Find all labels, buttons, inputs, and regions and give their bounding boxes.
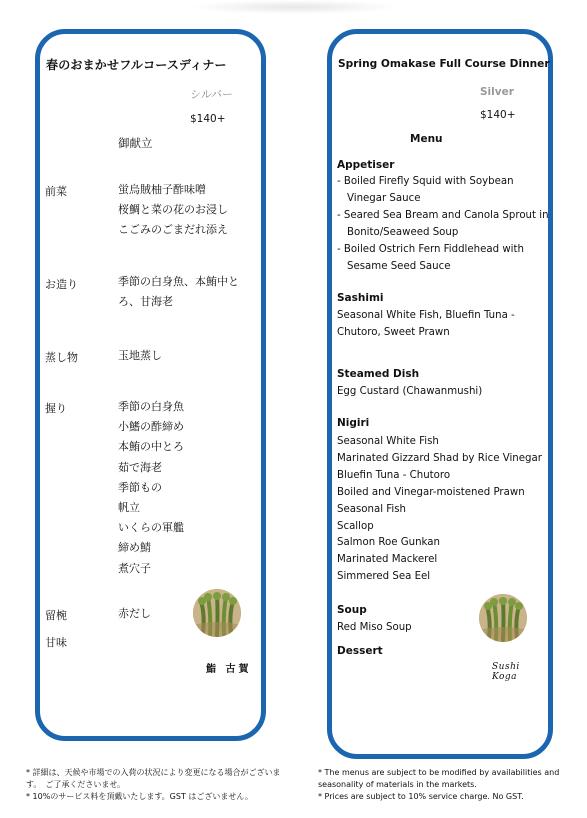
menu-item: 玉地蒸し xyxy=(118,349,162,362)
price-jp: $140+ xyxy=(190,113,226,125)
menu-item: Seasonal White Fish xyxy=(337,436,439,447)
menu-item: - Boiled Firefly Squid with Soybean Vinegar Sauce xyxy=(337,176,514,204)
menu-card-japanese xyxy=(35,29,266,741)
category-en-nigiri: Nigiri xyxy=(337,417,370,429)
menu-item: 季節の白身魚 xyxy=(118,400,184,413)
category-jp-nigiri: 握り xyxy=(45,402,67,415)
menu-item: 桜鯛と菜の花のお浸し xyxy=(118,203,228,217)
signature-logo: Sushi Koga xyxy=(492,662,520,682)
footnote: * Prices are subject to 10% service charge. No GST. xyxy=(318,792,524,801)
items-jp-nigiri xyxy=(118,397,184,579)
category-jp-tomewan: 留椀 xyxy=(45,609,67,622)
category-en-dessert: Dessert xyxy=(337,645,383,657)
fern-dish-photo xyxy=(479,594,527,642)
menu-item: Simmered Sea Eel xyxy=(337,571,431,583)
tier-label-en: Silver xyxy=(480,86,514,98)
menu-card-english xyxy=(327,29,553,759)
menu-item: 煮穴子 xyxy=(118,561,151,575)
items-jp-zensai xyxy=(118,180,228,241)
menu-item: 帆立 xyxy=(118,501,140,515)
menu-item: - Boiled Ostrich Fern Fiddlehead with Sesame Seed Sauce xyxy=(337,243,524,272)
items-en-appetiser xyxy=(337,174,549,275)
footnotes-en xyxy=(318,767,580,803)
menu-item: 小鰭の酢締め xyxy=(118,420,184,434)
menu-item: Seasonal White Fish, Bluefin Tuna - Chutoro, Sweet Prawn xyxy=(337,310,515,338)
menu-heading-jp: 御献立 xyxy=(118,136,153,150)
menu-item: Boiled and Vinegar-moistened Prawn xyxy=(337,486,525,498)
menu-item: 締め鯖 xyxy=(118,541,151,555)
menu-item: いくらの軍艦 xyxy=(118,521,184,535)
category-en-soup: Soup xyxy=(337,604,367,616)
fern-dish-photo xyxy=(193,589,241,637)
items-jp-mushimono xyxy=(118,346,162,366)
menu-item: 本鮪の中とろ xyxy=(118,440,184,454)
menu-item: 季節もの xyxy=(118,480,162,494)
menu-item: Red Miso Soup xyxy=(337,622,412,633)
menu-item: - Seared Sea Bream and Canola Sprout in Bonito/Seaweed Soup xyxy=(337,209,549,238)
menu-item: Seasonal Fish xyxy=(337,503,406,515)
menu-item: Egg Custard (Chawanmushi) xyxy=(337,386,483,397)
menu-item: ろ、甘海老 xyxy=(118,295,173,309)
menu-item: こごみのごまだれ添え xyxy=(118,223,228,237)
items-jp-otsukuri xyxy=(118,272,239,312)
course-title-en: Spring Omakase Full Course Dinner xyxy=(338,58,550,70)
category-jp-kanmi: 甘味 xyxy=(45,636,67,649)
category-jp-mushimono: 蒸し物 xyxy=(45,351,78,364)
menu-item: 茹で海老 xyxy=(118,460,162,474)
menu-item: 季節の白身魚、本鮪中と xyxy=(118,275,239,288)
footnotes-jp xyxy=(26,767,288,803)
footnote: * 10%のサービス料を頂戴いたします。GST はございません。 xyxy=(26,792,253,801)
footnote: * 詳細は、天候や市場での入荷の状況により変更になる場合がございます。 ご了承くださいませ。 xyxy=(26,768,281,789)
items-en-nigiri xyxy=(337,434,549,586)
items-en-sashimi xyxy=(337,308,519,342)
footnote: * The menus are subject to be modified by availabilities and seasonality of materials in the markets. xyxy=(318,768,560,789)
category-en-sashimi: Sashimi xyxy=(337,292,384,304)
category-jp-otsukuri: お造り xyxy=(45,278,78,291)
menu-heading-en: Menu xyxy=(410,133,443,145)
restaurant-brand-jp: 鮨 古賀 xyxy=(206,664,252,675)
menu-item: 赤だし xyxy=(118,607,151,620)
items-jp-tomewan xyxy=(118,604,151,624)
top-shadow xyxy=(190,0,400,14)
menu-item: Marinated Gizzard Shad by Rice Vinegar xyxy=(337,452,542,464)
course-title-jp: 春のおまかせフルコースディナー xyxy=(46,58,227,72)
menu-item: 蛍烏賊柚子酢味噌 xyxy=(118,183,206,196)
items-en-steamed xyxy=(337,384,549,401)
menu-item: Marinated Mackerel xyxy=(337,554,438,566)
category-en-appetiser: Appetiser xyxy=(337,159,395,171)
menu-item: Salmon Roe Gunkan xyxy=(337,537,440,549)
category-jp-zensai: 前菜 xyxy=(45,185,67,198)
tier-label-jp: シルバー xyxy=(190,88,233,101)
category-en-steamed: Steamed Dish xyxy=(337,368,420,380)
price-en: $140+ xyxy=(480,109,516,121)
menu-item: Bluefin Tuna - Chutoro xyxy=(337,469,451,481)
menu-item: Scallop xyxy=(337,520,374,532)
